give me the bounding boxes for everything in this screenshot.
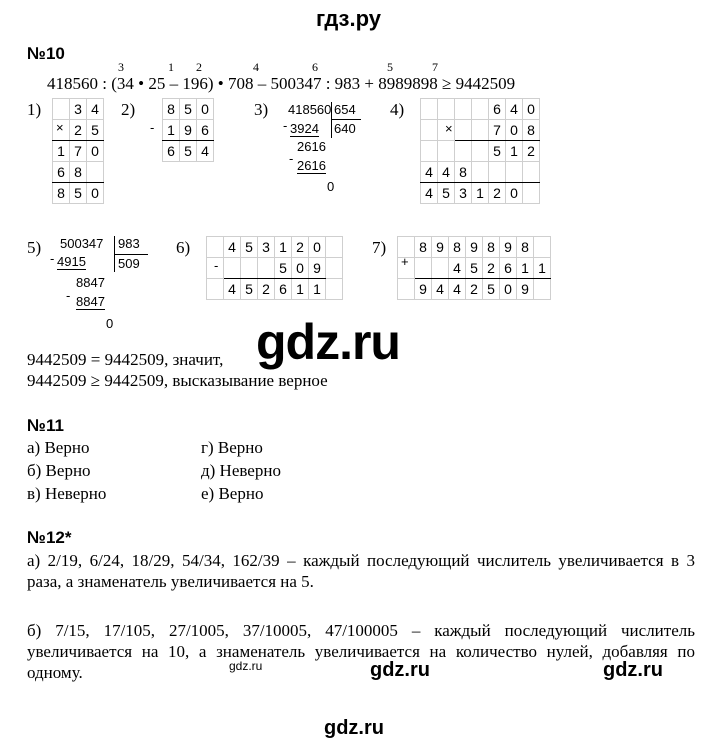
division-bar bbox=[331, 102, 332, 138]
grid-cell: 6 bbox=[197, 120, 214, 141]
grid-cell: 4 bbox=[449, 279, 466, 300]
order-mark: 2 bbox=[196, 60, 202, 74]
grid-cell bbox=[489, 162, 506, 183]
task-12-part-a: а) 2/19, 6/24, 18/29, 54/34, 162/39 – каждый последующий числитель увеличивается в 3 раза, а знаменатель увеличивается на 5. bbox=[27, 551, 695, 591]
calc-grid-step7 bbox=[397, 236, 551, 300]
grid-cell bbox=[472, 141, 489, 162]
calc-grid-step4 bbox=[420, 98, 540, 204]
grid-cell: 7 bbox=[489, 120, 506, 141]
grid-cell: 5 bbox=[489, 141, 506, 162]
grid-cell: 1 bbox=[292, 279, 309, 300]
grid-cell: 4 bbox=[432, 279, 449, 300]
step-label: 2) bbox=[121, 100, 136, 119]
grid-cell: 5 bbox=[438, 183, 455, 204]
grid-cell: 5 bbox=[275, 258, 292, 279]
grid-cell: 9 bbox=[415, 279, 432, 300]
grid-cell bbox=[224, 258, 241, 279]
grid-row bbox=[421, 183, 540, 204]
grid-cell: 1 bbox=[275, 237, 292, 258]
grid-row bbox=[163, 99, 214, 120]
grid-row bbox=[207, 237, 343, 258]
grid-cell bbox=[455, 99, 472, 120]
grid-cell: 5 bbox=[180, 141, 197, 162]
order-mark: 6 bbox=[312, 60, 318, 74]
grid-cell: 1 bbox=[517, 258, 534, 279]
grid-cell: 5 bbox=[241, 279, 258, 300]
watermark-medium: gdz.ru bbox=[370, 659, 430, 681]
grid-cell: 8 bbox=[70, 162, 87, 183]
grid-row bbox=[53, 141, 104, 162]
step-label: 6) bbox=[176, 238, 191, 257]
grid-row bbox=[163, 120, 214, 141]
task-10-expression: 418560 : (34 • 25 – 196) • 708 – 500347 : 983 + 8989898 ≥ 9442509 bbox=[47, 74, 516, 93]
minus-sign: - bbox=[214, 258, 219, 273]
minus-sign: - bbox=[66, 288, 71, 303]
grid-cell bbox=[472, 162, 489, 183]
grid-cell bbox=[455, 120, 472, 141]
order-mark: 5 bbox=[387, 60, 393, 74]
grid-cell: 0 bbox=[523, 99, 540, 120]
grid-cell: 2 bbox=[523, 141, 540, 162]
calc-grid-step2 bbox=[162, 98, 214, 162]
grid-cell bbox=[472, 120, 489, 141]
grid-cell: 5 bbox=[241, 237, 258, 258]
subtrahend: 8847 bbox=[76, 294, 105, 309]
watermark-small: gdz.ru bbox=[229, 659, 263, 673]
answer-item: б) Верно bbox=[27, 461, 91, 480]
order-mark: 3 bbox=[118, 60, 124, 74]
grid-cell: 9 bbox=[432, 237, 449, 258]
remainder: 8847 bbox=[76, 275, 105, 290]
divisor: 654 bbox=[334, 102, 356, 117]
grid-cell: 8 bbox=[163, 99, 180, 120]
grid-cell: 5 bbox=[70, 183, 87, 204]
calc-grid-step6 bbox=[206, 236, 343, 300]
grid-cell: 9 bbox=[500, 237, 517, 258]
grid-cell: 6 bbox=[489, 99, 506, 120]
grid-cell: 0 bbox=[197, 99, 214, 120]
remainder: 2616 bbox=[297, 139, 326, 154]
grid-cell: 5 bbox=[87, 120, 104, 141]
grid-cell bbox=[87, 162, 104, 183]
grid-cell: 8 bbox=[449, 237, 466, 258]
grid-row bbox=[398, 279, 551, 300]
grid-cell: 9 bbox=[180, 120, 197, 141]
answer-item: д) Неверно bbox=[201, 461, 281, 480]
grid-cell: 5 bbox=[180, 99, 197, 120]
grid-row bbox=[421, 162, 540, 183]
grid-cell: 4 bbox=[224, 237, 241, 258]
grid-row bbox=[53, 99, 104, 120]
conclusion-line-2: 9442509 ≥ 9442509, высказывание верное bbox=[27, 371, 328, 390]
grid-cell: 9 bbox=[309, 258, 326, 279]
minus-sign: - bbox=[289, 151, 294, 166]
subtrahend: 2616 bbox=[297, 158, 326, 173]
grid-cell: 0 bbox=[87, 183, 104, 204]
grid-cell: 1 bbox=[472, 183, 489, 204]
quotient: 640 bbox=[334, 121, 356, 136]
grid-cell: 1 bbox=[309, 279, 326, 300]
answer-item: г) Верно bbox=[201, 438, 263, 457]
grid-cell: 4 bbox=[421, 162, 438, 183]
grid-row bbox=[163, 141, 214, 162]
grid-cell: 3 bbox=[258, 237, 275, 258]
final-remainder: 0 bbox=[106, 316, 114, 331]
task-11-title: №11 bbox=[27, 416, 64, 435]
grid-row bbox=[53, 120, 104, 141]
grid-row bbox=[53, 162, 104, 183]
grid-cell: 6 bbox=[275, 279, 292, 300]
grid-cell: 1 bbox=[53, 141, 70, 162]
grid-cell bbox=[472, 99, 489, 120]
grid-cell: 0 bbox=[292, 258, 309, 279]
grid-cell: 0 bbox=[309, 237, 326, 258]
grid-cell: 0 bbox=[506, 183, 523, 204]
grid-cell: 8 bbox=[455, 162, 472, 183]
conclusion-line-1: 9442509 = 9442509, значит, bbox=[27, 350, 224, 369]
calc-grid-step1 bbox=[52, 98, 104, 204]
grid-cell: 8 bbox=[523, 120, 540, 141]
minus-sign: - bbox=[150, 120, 155, 135]
dividend: 500347 bbox=[60, 236, 104, 251]
plus-sign: + bbox=[401, 254, 409, 269]
grid-cell: 9 bbox=[466, 237, 483, 258]
grid-cell: 5 bbox=[466, 258, 483, 279]
watermark-medium: gdz.ru bbox=[324, 717, 384, 739]
multiply-sign: × bbox=[56, 120, 64, 135]
grid-row bbox=[421, 99, 540, 120]
site-header: гдз.ру bbox=[316, 6, 381, 31]
order-mark: 7 bbox=[432, 60, 438, 74]
grid-cell: 2 bbox=[483, 258, 500, 279]
grid-cell: 2 bbox=[70, 120, 87, 141]
answer-item: в) Неверно bbox=[27, 484, 107, 503]
grid-cell: 1 bbox=[534, 258, 551, 279]
grid-cell: 4 bbox=[87, 99, 104, 120]
dividend: 418560 bbox=[288, 102, 332, 117]
grid-cell: 3 bbox=[70, 99, 87, 120]
grid-cell: 8 bbox=[483, 237, 500, 258]
answer-item: е) Верно bbox=[201, 484, 264, 503]
answer-item: а) Верно bbox=[27, 438, 90, 457]
grid-cell: 6 bbox=[163, 141, 180, 162]
subtrahend: 4915 bbox=[57, 254, 86, 269]
grid-cell: 4 bbox=[421, 183, 438, 204]
step-label: 1) bbox=[27, 100, 42, 119]
division-divider bbox=[331, 119, 361, 120]
division-divider bbox=[114, 254, 148, 255]
grid-cell: 4 bbox=[438, 162, 455, 183]
order-mark: 4 bbox=[253, 60, 259, 74]
step-label: 5) bbox=[27, 238, 42, 257]
grid-cell: 8 bbox=[415, 237, 432, 258]
final-remainder: 0 bbox=[327, 179, 335, 194]
grid-row bbox=[207, 279, 343, 300]
grid-cell: 0 bbox=[87, 141, 104, 162]
grid-cell: 9 bbox=[517, 279, 534, 300]
grid-cell: 1 bbox=[506, 141, 523, 162]
grid-cell: 7 bbox=[70, 141, 87, 162]
grid-cell bbox=[438, 99, 455, 120]
step-label: 4) bbox=[390, 100, 405, 119]
minus-sign: - bbox=[50, 251, 55, 266]
grid-cell: 6 bbox=[500, 258, 517, 279]
watermark-large: gdz.ru bbox=[256, 314, 400, 370]
step-label: 7) bbox=[372, 238, 387, 257]
grid-row bbox=[398, 237, 551, 258]
grid-cell: 6 bbox=[53, 162, 70, 183]
subtrahend: 3924 bbox=[290, 121, 319, 136]
divisor: 983 bbox=[118, 236, 140, 251]
grid-cell bbox=[53, 99, 70, 120]
grid-cell: 2 bbox=[292, 237, 309, 258]
grid-cell: 2 bbox=[258, 279, 275, 300]
grid-cell: 3 bbox=[455, 183, 472, 204]
task-12-part-b: б) 7/15, 17/105, 27/1005, 37/10005, 47/100005 – каждый последующий числитель увеличивается на 10, а знаменатель увеличивается на количество нулей, добавляя по одному. bbox=[27, 621, 695, 682]
step-label: 3) bbox=[254, 100, 269, 119]
grid-cell: 8 bbox=[53, 183, 70, 204]
grid-row bbox=[398, 258, 551, 279]
grid-cell: 0 bbox=[506, 120, 523, 141]
grid-cell: 5 bbox=[483, 279, 500, 300]
multiply-sign: × bbox=[445, 121, 453, 136]
task-12-title: №12* bbox=[27, 528, 72, 547]
order-mark: 1 bbox=[168, 60, 174, 74]
watermark-medium: gdz.ru bbox=[603, 659, 663, 681]
grid-cell bbox=[241, 258, 258, 279]
grid-cell: 2 bbox=[466, 279, 483, 300]
grid-cell: 2 bbox=[489, 183, 506, 204]
grid-row bbox=[421, 141, 540, 162]
grid-cell: 4 bbox=[449, 258, 466, 279]
grid-row bbox=[53, 183, 104, 204]
grid-cell: 1 bbox=[163, 120, 180, 141]
grid-cell: 4 bbox=[224, 279, 241, 300]
quotient: 509 bbox=[118, 256, 140, 271]
grid-cell bbox=[53, 120, 70, 141]
grid-cell: 0 bbox=[500, 279, 517, 300]
grid-cell: 4 bbox=[506, 99, 523, 120]
task-10-title: №10 bbox=[27, 44, 65, 63]
grid-cell: 4 bbox=[197, 141, 214, 162]
grid-cell bbox=[258, 258, 275, 279]
grid-cell: 8 bbox=[517, 237, 534, 258]
grid-row bbox=[421, 120, 540, 141]
minus-sign: - bbox=[283, 118, 288, 133]
grid-row bbox=[207, 258, 343, 279]
grid-cell bbox=[455, 141, 472, 162]
